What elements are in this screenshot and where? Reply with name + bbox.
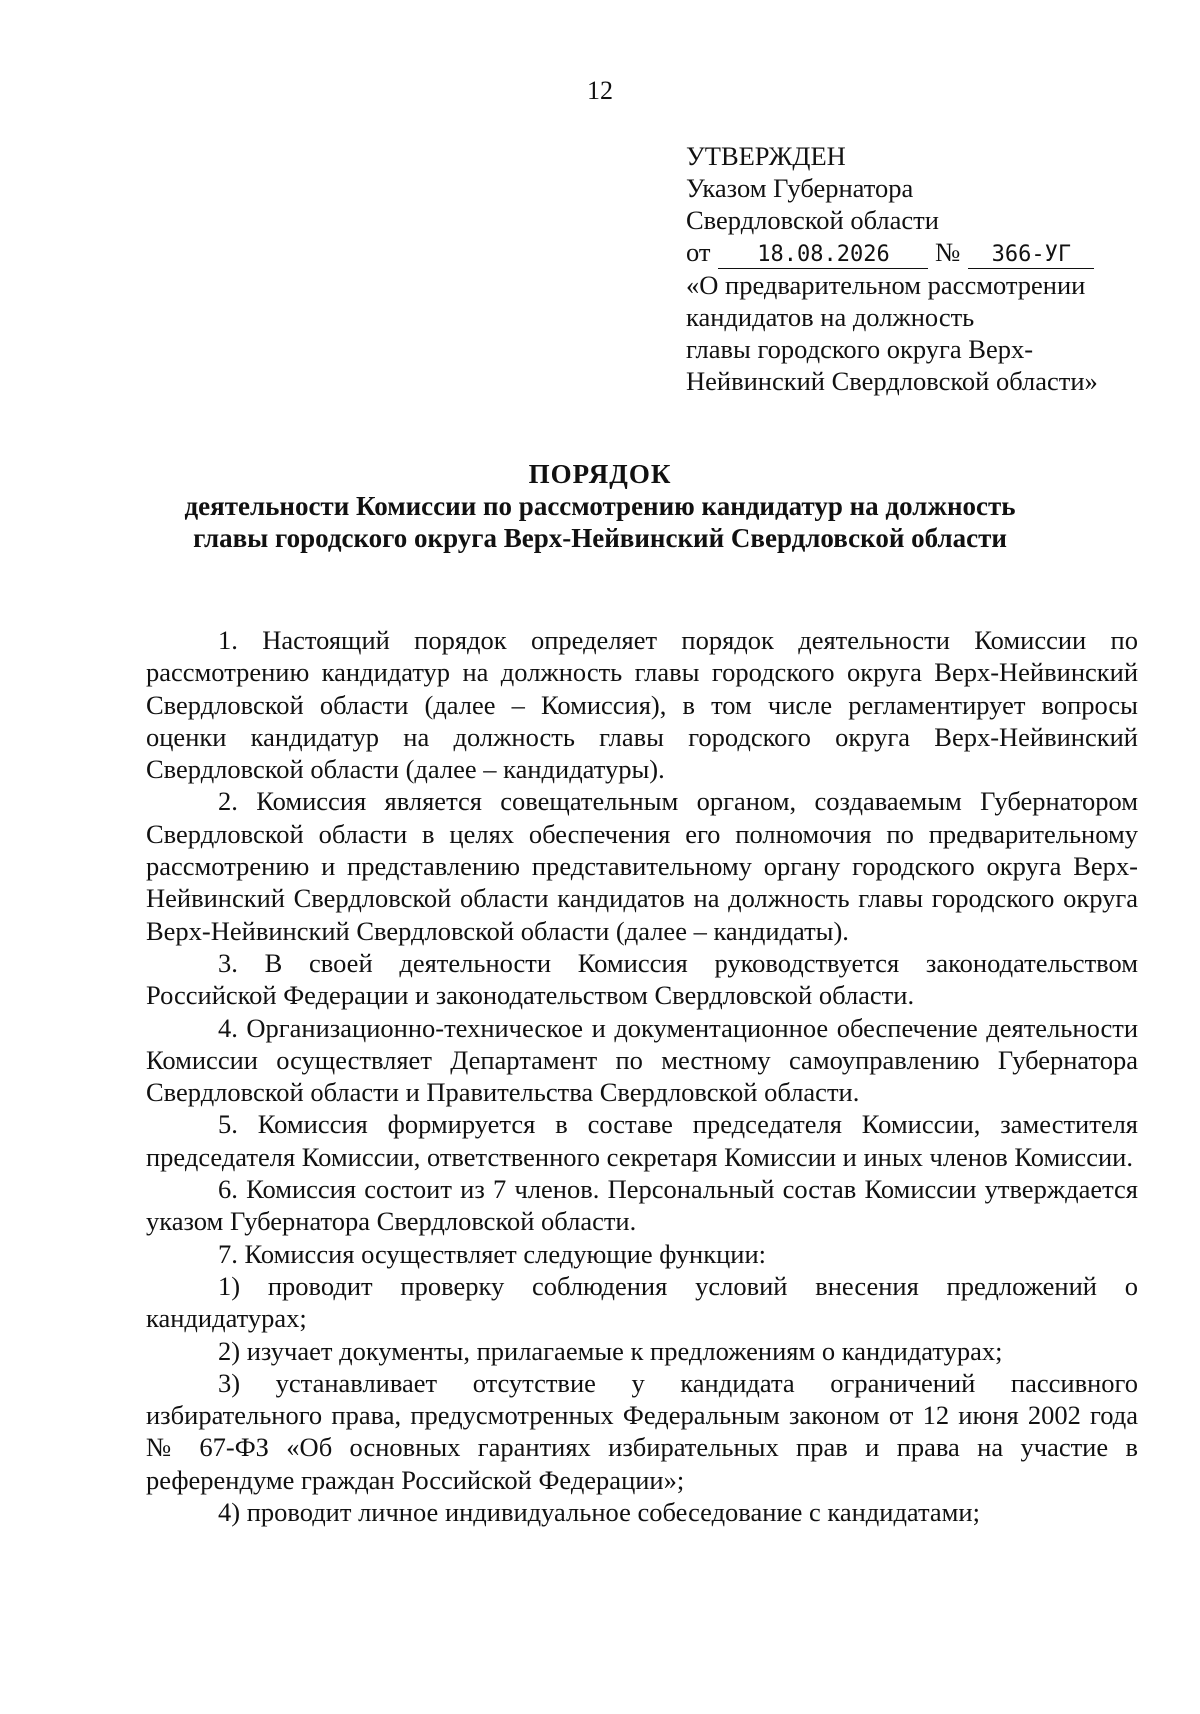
paragraph-6: 6. Комиссия состоит из 7 членов. Персональный состав Комиссии утверждается указом Губернатора Свердловской области. (146, 1174, 1138, 1237)
decree-subject-line-2: кандидатов на должность (686, 302, 975, 332)
decree-subject-line-3: главы городского округа Верх- (686, 334, 1034, 364)
decree-subject-line-1: «О предварительном рассмотрении (686, 270, 1086, 300)
decree-number: 366-УГ (968, 242, 1094, 269)
paragraph-5: 5. Комиссия формируется в составе председателя Комиссии, заместителя председателя Комиссии, ответственного секретаря Комиссии и иных членов Комиссии. (146, 1109, 1138, 1172)
function-item-3: 3) устанавливает отсутствие у кандидата ограничений пассивного избирательного права, предусмотренных Федеральным законом от 12 июня 2002 года № 67-ФЗ «Об основных гарантиях избирательных прав и права на участие в референдуме граждан Российской Федерации»; (146, 1367, 1138, 1495)
date-prefix: от (686, 237, 711, 267)
function-item-2: 2) изучает документы, прилагаемые к предложениям о кандидатурах; (218, 1335, 1003, 1366)
document-body (146, 624, 1138, 1528)
title-main: ПОРЯДОК (528, 459, 672, 489)
paragraph-1: 1. Настоящий порядок определяет порядок деятельности Комиссии по рассмотрению кандидатур на должность главы городского округа Верх-Нейвинский Свердловской области (далее – Комиссия), в том числе регламентирует вопросы оценки кандидатур на должность главы городского округа Верх-Нейвинский Свердловской области (далее – кандидатуры). (146, 625, 1138, 785)
paragraph-2: 2. Комиссия является совещательным органом, создаваемым Губернатором Свердловской области в целях обеспечения его полномочия по предварительному рассмотрению и представлению представительному органу городского округа Верх-Нейвинский Свердловской области кандидатов на должность главы городского округа Верх-Нейвинский Свердловской области (далее – кандидаты). (146, 786, 1138, 946)
decree-subject-line-4: Нейвинский Свердловской области» (686, 366, 1098, 396)
approval-status: УТВЕРЖДЕН (686, 141, 846, 171)
number-prefix: № (935, 237, 961, 267)
decree-date: 18.08.2026 (718, 242, 928, 269)
approval-block (686, 140, 1186, 397)
paragraph-7: 7. Комиссия осуществляет следующие функции: (218, 1238, 766, 1269)
document-title (0, 458, 1200, 554)
paragraph-4: 4. Организационно-техническое и документационное обеспечение деятельности Комиссии осуществляет Департамент по местному самоуправлению Губернатора Свердловской области и Правительства Свердловской области. (146, 1012, 1138, 1108)
approval-line-1: Указом Губернатора (686, 173, 914, 203)
paragraph-3: 3. В своей деятельности Комиссия руководствуется законодательством Российской Федерации и законодательством Свердловской области. (146, 947, 1138, 1011)
title-line-2: главы городского округа Верх-Нейвинский Свердловской области (193, 523, 1007, 553)
title-line-1: деятельности Комиссии по рассмотрению кандидатур на должность (184, 491, 1016, 521)
page-number: 12 (587, 76, 613, 105)
function-item-1: 1) проводит проверку соблюдения условий внесения предложений о кандидатурах; (146, 1270, 1138, 1334)
approval-date-row (686, 236, 1186, 269)
function-item-4: 4) проводит личное индивидуальное собеседование с кандидатами; (218, 1497, 980, 1528)
approval-line-2: Свердловской области (686, 205, 939, 235)
